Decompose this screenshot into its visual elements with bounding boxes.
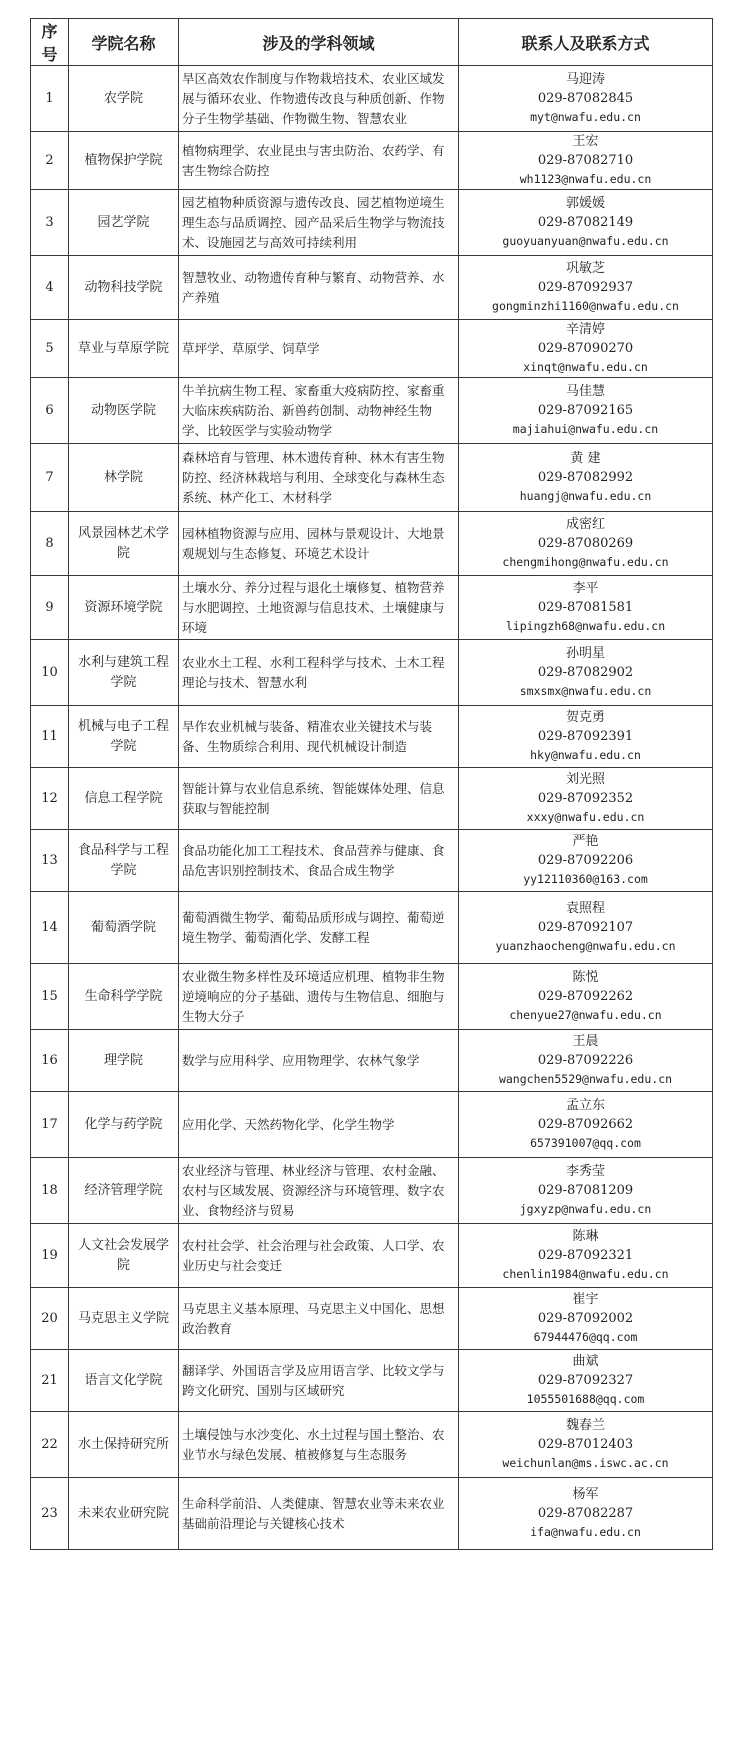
contact-name: 孟立东: [565, 1098, 605, 1113]
contact-name: 曲斌: [572, 1354, 599, 1369]
contact-email: wh1123@nwafu.edu.cn: [519, 172, 652, 186]
row-number: 6: [31, 378, 69, 444]
college-name: 语言文化学院: [69, 1350, 179, 1412]
contact-cell: [459, 640, 713, 706]
contact-name: 马迎涛: [565, 72, 605, 87]
row-number: 1: [31, 66, 69, 132]
contact-phone: 029-87082287: [537, 1506, 634, 1521]
subject-fields: 旱作农业机械与装备、精准农业关键技术与装备、生物质综合利用、现代机械设计制造: [179, 706, 459, 768]
table-row: [31, 320, 713, 378]
contact-cell: [459, 378, 713, 444]
subject-fields: 土壤侵蚀与水沙变化、水土过程与国土整治、农业节水与绿色发展、植被修复与生态服务: [179, 1412, 459, 1478]
contact-cell: [459, 768, 713, 830]
table-row: [31, 378, 713, 444]
contact-email: lipingzh68@nwafu.edu.cn: [505, 619, 666, 633]
row-number: 22: [31, 1412, 69, 1478]
contact-cell: [459, 66, 713, 132]
header-num: 序号: [31, 19, 69, 66]
row-number: 17: [31, 1092, 69, 1158]
contact-name: 贺克勇: [565, 710, 605, 725]
college-name: 生命科学学院: [69, 964, 179, 1030]
contact-name: 陈琳: [572, 1229, 599, 1244]
contact-cell: [459, 1478, 713, 1550]
row-number: 5: [31, 320, 69, 378]
subject-fields: 农业微生物多样性及环境适应机理、植物非生物逆境响应的分子基础、遗传与生物信息、细胞与生物大分子: [179, 964, 459, 1030]
row-number: 4: [31, 256, 69, 320]
table-container: [30, 18, 712, 1550]
header-college: 学院名称: [69, 19, 179, 66]
contact-phone: 029-87090270: [537, 341, 634, 356]
row-number: 15: [31, 964, 69, 1030]
college-name: 草业与草原学院: [69, 320, 179, 378]
contact-email: huangj@nwafu.edu.cn: [519, 489, 652, 503]
college-name: 马克思主义学院: [69, 1288, 179, 1350]
table-row: [31, 1030, 713, 1092]
contact-name: 王宏: [572, 134, 599, 149]
subject-fields: 生命科学前沿、人类健康、智慧农业等未来农业基础前沿理论与关键核心技术: [179, 1478, 459, 1550]
contact-cell: [459, 1158, 713, 1224]
contact-email: wangchen5529@nwafu.edu.cn: [498, 1072, 673, 1086]
college-name: 农学院: [69, 66, 179, 132]
row-number: 18: [31, 1158, 69, 1224]
college-name: 园艺学院: [69, 190, 179, 256]
subject-fields: 森林培育与管理、林木遗传育种、林木有害生物防控、经济林栽培与利用、全球变化与森林生态系统、林产化工、木材科学: [179, 444, 459, 512]
row-number: 16: [31, 1030, 69, 1092]
contact-name: 马佳慧: [565, 384, 605, 399]
subject-fields: 园林植物资源与应用、园林与景观设计、大地景观规划与生态修复、环境艺术设计: [179, 512, 459, 576]
contact-phone: 029-87082710: [537, 153, 634, 168]
contact-name: 崔宇: [572, 1292, 599, 1307]
contact-phone: 029-87092327: [537, 1373, 634, 1388]
row-number: 14: [31, 892, 69, 964]
contact-phone: 029-87092937: [537, 280, 634, 295]
contact-cell: [459, 444, 713, 512]
college-name: 食品科学与工程学院: [69, 830, 179, 892]
contact-email: ifa@nwafu.edu.cn: [530, 1525, 641, 1539]
subject-fields: 植物病理学、农业昆虫与害虫防治、农药学、有害生物综合防控: [179, 132, 459, 190]
row-number: 13: [31, 830, 69, 892]
contact-cell: [459, 706, 713, 768]
contact-phone: 029-87092002: [537, 1311, 634, 1326]
contact-cell: [459, 132, 713, 190]
table-row: [31, 190, 713, 256]
table-row: [31, 706, 713, 768]
college-name: 机械与电子工程学院: [69, 706, 179, 768]
college-name: 信息工程学院: [69, 768, 179, 830]
row-number: 2: [31, 132, 69, 190]
subject-fields: 农村社会学、社会治理与社会政策、人口学、农业历史与社会变迁: [179, 1224, 459, 1288]
contact-name: 巩敏芝: [565, 261, 605, 276]
table-row: [31, 1412, 713, 1478]
contact-phone: 029-87081209: [537, 1183, 634, 1198]
table-row: [31, 1478, 713, 1550]
contact-phone: 029-87092206: [537, 853, 634, 868]
row-number: 9: [31, 576, 69, 640]
contact-email: chenlin1984@nwafu.edu.cn: [502, 1267, 669, 1281]
header-fields: 涉及的学科领域: [179, 19, 459, 66]
contact-name: 郭媛媛: [565, 196, 605, 211]
header-row: [31, 19, 713, 66]
row-number: 8: [31, 512, 69, 576]
table-row: [31, 1350, 713, 1412]
table-row: [31, 576, 713, 640]
contact-cell: [459, 256, 713, 320]
table-row: [31, 892, 713, 964]
college-name: 未来农业研究院: [69, 1478, 179, 1550]
college-name: 水利与建筑工程学院: [69, 640, 179, 706]
contact-email: yuanzhaocheng@nwafu.edu.cn: [495, 939, 676, 953]
college-contact-table: [30, 18, 713, 1550]
row-number: 19: [31, 1224, 69, 1288]
college-name: 动物医学院: [69, 378, 179, 444]
row-number: 23: [31, 1478, 69, 1550]
college-name: 植物保护学院: [69, 132, 179, 190]
table-row: [31, 132, 713, 190]
contact-phone: 029-87092352: [537, 791, 634, 806]
subject-fields: 翻译学、外国语言学及应用语言学、比较文学与跨文化研究、国别与区域研究: [179, 1350, 459, 1412]
contact-name: 辛清婷: [565, 322, 605, 337]
row-number: 12: [31, 768, 69, 830]
row-number: 7: [31, 444, 69, 512]
contact-cell: [459, 190, 713, 256]
contact-cell: [459, 1412, 713, 1478]
contact-cell: [459, 1224, 713, 1288]
college-name: 经济管理学院: [69, 1158, 179, 1224]
contact-phone: 029-87092262: [537, 989, 634, 1004]
contact-name: 李平: [572, 581, 599, 596]
row-number: 10: [31, 640, 69, 706]
table-row: [31, 830, 713, 892]
contact-cell: [459, 1092, 713, 1158]
college-name: 理学院: [69, 1030, 179, 1092]
table-row: [31, 768, 713, 830]
contact-phone: 029-87081581: [537, 600, 634, 615]
contact-phone: 029-87082845: [537, 91, 634, 106]
subject-fields: 草坪学、草原学、饲草学: [179, 320, 459, 378]
table-row: [31, 964, 713, 1030]
table-row: [31, 512, 713, 576]
subject-fields: 农业水土工程、水利工程科学与技术、土木工程理论与技术、智慧水利: [179, 640, 459, 706]
contact-email: majiahui@nwafu.edu.cn: [512, 422, 659, 436]
contact-phone: 029-87080269: [537, 536, 634, 551]
table-row: [31, 1224, 713, 1288]
contact-email: myt@nwafu.edu.cn: [530, 110, 641, 124]
contact-cell: [459, 576, 713, 640]
table-row: [31, 640, 713, 706]
contact-name: 杨军: [572, 1487, 599, 1502]
college-name: 林学院: [69, 444, 179, 512]
contact-name: 魏春兰: [565, 1418, 605, 1433]
contact-name: 李秀莹: [565, 1164, 605, 1179]
row-number: 11: [31, 706, 69, 768]
contact-name: 袁照程: [565, 901, 605, 916]
contact-email: chenyue27@nwafu.edu.cn: [509, 1008, 662, 1022]
contact-cell: [459, 830, 713, 892]
contact-cell: [459, 964, 713, 1030]
contact-name: 黄 建: [570, 451, 601, 466]
table-row: [31, 444, 713, 512]
table-row: [31, 1092, 713, 1158]
row-number: 3: [31, 190, 69, 256]
college-name: 人文社会发展学院: [69, 1224, 179, 1288]
contact-cell: [459, 892, 713, 964]
subject-fields: 旱区高效农作制度与作物栽培技术、农业区域发展与循环农业、作物遗传改良与种质创新、作物分子生物学基础、作物微生物、智慧农业: [179, 66, 459, 132]
contact-email: xinqt@nwafu.edu.cn: [523, 360, 648, 374]
contact-phone: 029-87082149: [537, 215, 634, 230]
college-name: 动物科技学院: [69, 256, 179, 320]
contact-email: 1055501688@qq.com: [526, 1392, 645, 1406]
contact-phone: 029-87082992: [537, 470, 634, 485]
contact-phone: 029-87092321: [537, 1248, 634, 1263]
contact-name: 孙明星: [565, 646, 605, 661]
subject-fields: 智能计算与农业信息系统、智能媒体处理、信息获取与智能控制: [179, 768, 459, 830]
contact-phone: 029-87082902: [537, 665, 634, 680]
header-contact: 联系人及联系方式: [459, 19, 713, 66]
subject-fields: 马克思主义基本原理、马克思主义中国化、思想政治教育: [179, 1288, 459, 1350]
contact-phone: 029-87092662: [537, 1117, 634, 1132]
contact-email: guoyuanyuan@nwafu.edu.cn: [502, 234, 669, 248]
contact-phone: 029-87012403: [537, 1437, 634, 1452]
subject-fields: 园艺植物种质资源与遗传改良、园艺植物逆境生理生态与品质调控、园产品采后生物学与物流技术、设施园艺与高效可持续利用: [179, 190, 459, 256]
contact-name: 成密红: [565, 517, 605, 532]
contact-email: 67944476@qq.com: [533, 1330, 638, 1344]
table-row: [31, 66, 713, 132]
contact-name: 陈悦: [572, 970, 599, 985]
subject-fields: 葡萄酒微生物学、葡萄品质形成与调控、葡萄逆境生物学、葡萄酒化学、发酵工程: [179, 892, 459, 964]
contact-email: gongminzhi1160@nwafu.edu.cn: [492, 299, 679, 313]
contact-phone: 029-87092391: [537, 729, 634, 744]
contact-cell: [459, 512, 713, 576]
contact-cell: [459, 1288, 713, 1350]
college-name: 葡萄酒学院: [69, 892, 179, 964]
contact-name: 刘光照: [565, 772, 605, 787]
contact-phone: 029-87092226: [537, 1053, 634, 1068]
contact-email: 657391007@qq.com: [530, 1136, 641, 1150]
contact-cell: [459, 1030, 713, 1092]
contact-cell: [459, 1350, 713, 1412]
college-name: 风景园林艺术学院: [69, 512, 179, 576]
subject-fields: 食品功能化加工工程技术、食品营养与健康、食品危害识别控制技术、食品合成生物学: [179, 830, 459, 892]
subject-fields: 农业经济与管理、林业经济与管理、农村金融、农村与区域发展、资源经济与环境管理、数字农业、食物经济与贸易: [179, 1158, 459, 1224]
subject-fields: 应用化学、天然药物化学、化学生物学: [179, 1092, 459, 1158]
contact-email: weichunlan@ms.iswc.ac.cn: [502, 1456, 669, 1470]
contact-email: yy12110360@163.com: [523, 872, 648, 886]
contact-email: smxsmx@nwafu.edu.cn: [519, 684, 652, 698]
contact-cell: [459, 320, 713, 378]
college-name: 水土保持研究所: [69, 1412, 179, 1478]
table-row: [31, 1158, 713, 1224]
college-name: 资源环境学院: [69, 576, 179, 640]
contact-email: chengmihong@nwafu.edu.cn: [502, 555, 669, 569]
contact-phone: 029-87092107: [537, 920, 634, 935]
college-name: 化学与药学院: [69, 1092, 179, 1158]
contact-email: jgxyzp@nwafu.edu.cn: [519, 1202, 652, 1216]
table-row: [31, 1288, 713, 1350]
table-row: [31, 256, 713, 320]
subject-fields: 智慧牧业、动物遗传育种与繁育、动物营养、水产养殖: [179, 256, 459, 320]
row-number: 20: [31, 1288, 69, 1350]
row-number: 21: [31, 1350, 69, 1412]
contact-name: 王晨: [572, 1034, 599, 1049]
subject-fields: 土壤水分、养分过程与退化土壤修复、植物营养与水肥调控、土地资源与信息技术、土壤健康与环境: [179, 576, 459, 640]
contact-email: xxxy@nwafu.edu.cn: [526, 810, 645, 824]
contact-name: 严艳: [572, 834, 599, 849]
contact-email: hky@nwafu.edu.cn: [530, 748, 641, 762]
contact-phone: 029-87092165: [537, 403, 634, 418]
subject-fields: 牛羊抗病生物工程、家畜重大疫病防控、家畜重大临床疾病防治、新兽药创制、动物神经生物学、比较医学与实验动物学: [179, 378, 459, 444]
subject-fields: 数学与应用科学、应用物理学、农林气象学: [179, 1030, 459, 1092]
